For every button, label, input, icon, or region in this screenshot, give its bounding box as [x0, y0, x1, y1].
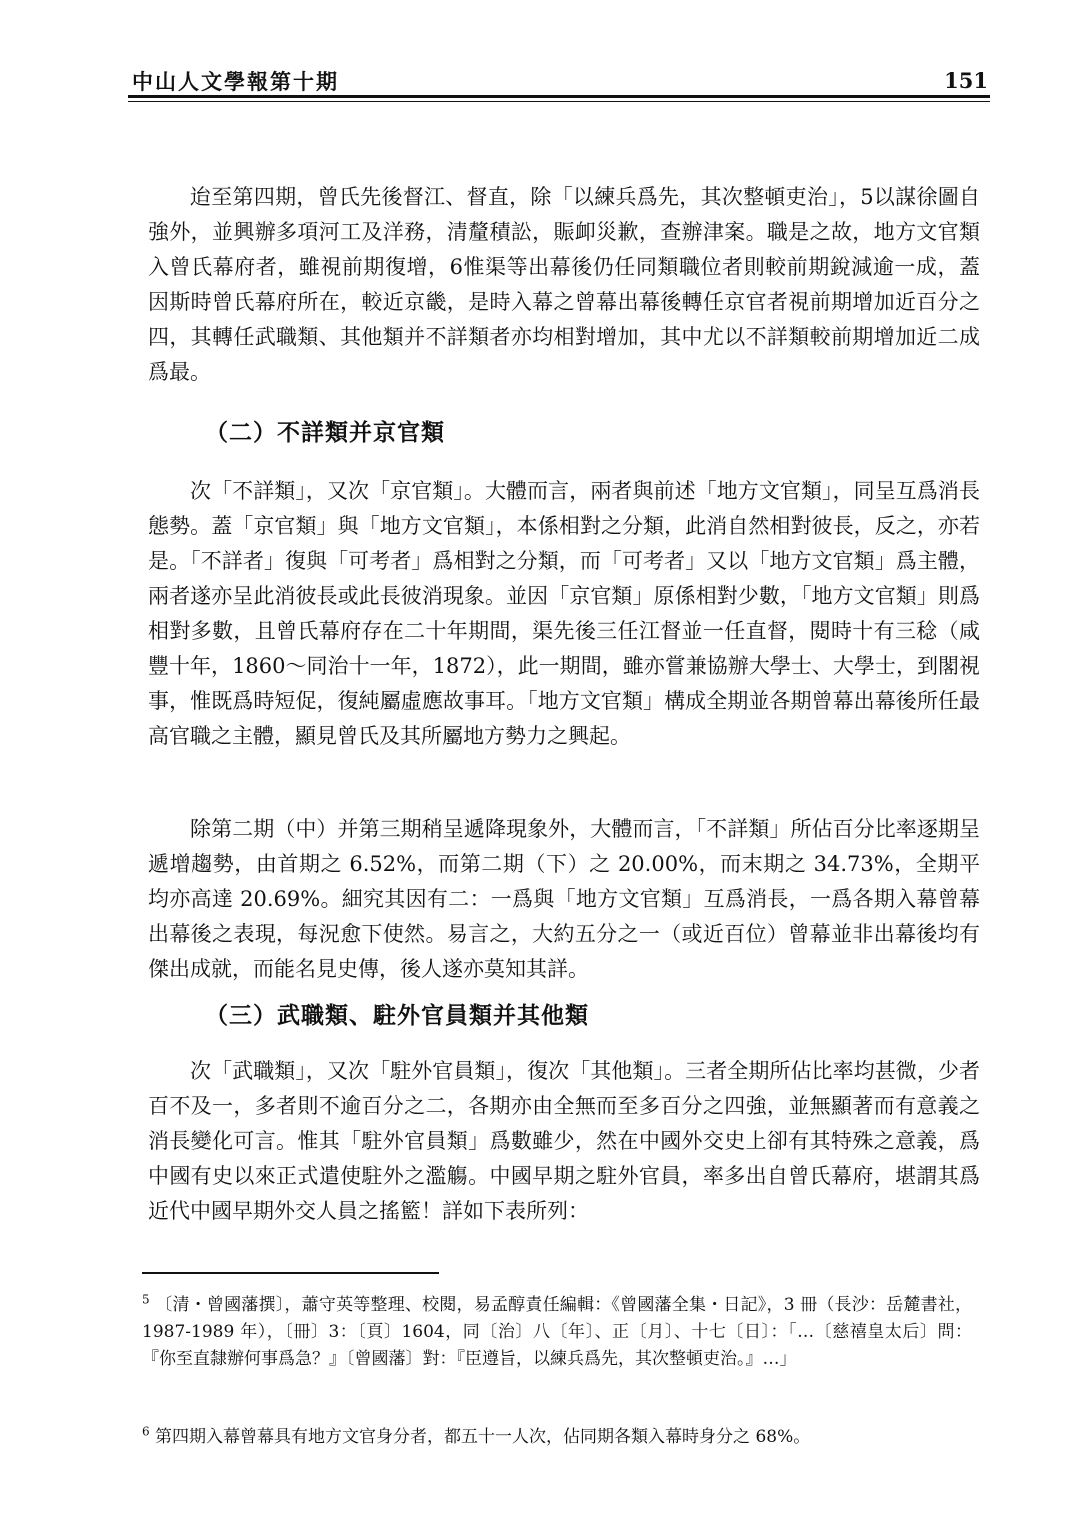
paragraph-military-diplomatic: 次「武職類」，又次「駐外官員類」，復次「其他類」。三者全期所佔比率均甚微，少者百不及一，多者則不逾百分之二，各期亦由全無而至多百分之四強，並無顯著而有意義之消長變化可言。惟其「駐外官員類」爲數雖少，然在中國外交史上卻有其特殊之意義，爲中國有史以來正式遣使駐外之濫觴。中國早期之駐外官員，率多出自曾氏幕府，堪謂其爲近代中國早期外交人員之搖籃！詳如下表所列：	[148, 1059, 980, 1223]
paragraph-unknown-and-capital: 次「不詳類」，又次「京官類」。大體而言，兩者與前述「地方文官類」，同呈互爲消長態勢。蓋「京官類」與「地方文官類」，本係相對之分類，此消自然相對彼長，反之，亦若是。「不詳者」復與「可考者」爲相對之分類，而「可考者」又以「地方文官類」爲主體，兩者遂亦呈此消彼長或此長彼消現象。並因「京官類」原係相對少數，「地方文官類」則爲相對多數，且曾氏幕府存在二十年期間，渠先後三任江督並一任直督，閱時十有三稔（咸豐十年，1860～同治十一年，1872），此一期間，雖亦嘗兼協辦大學士、大學士，到閣視事，惟既爲時短促，復純屬虛應故事耳。「地方文官類」構成全期並各期曾幕出幕後所任最高官職之主體，顯見曾氏及其所屬地方勢力之興起。	[148, 479, 980, 748]
footnote-separator	[142, 1272, 439, 1274]
paragraph-unknown-trend: 除第二期（中）并第三期稍呈遞降現象外，大體而言，「不詳類」所佔百分比率逐期呈遞增趨勢，由首期之 6.52%，而第二期（下）之 20.00%，而末期之 34.73%，全期平均亦高達 20.69%。細究其因有二：一爲與「地方文官類」互爲消長，一爲各期入幕曾幕出幕後之表現，每況愈下使然。易言之，大約五分之一（或近百位）曾幕並非出幕後均有傑出成就，而能名見史傳，後人遂亦莫知其詳。	[148, 817, 980, 981]
header-rule-thick	[128, 95, 990, 98]
footnote-6-text: 第四期入幕曾幕具有地方文官身分者，都五十一人次，佔同期各類入幕時身分之 68%。	[155, 1427, 811, 1447]
paragraph-period-four: 迨至第四期，曾氏先後督江、督直，除「以練兵爲先，其次整頓吏治」，5以謀徐圖自強外，並興辦多項河工及洋務，清釐積訟，賑卹災歉，查辦津案。職是之故，地方文官類入曾氏幕府者，雖視前期復增，6惟渠等出幕後仍任同類職位者則較前期銳減逾一成，蓋因斯時曾氏幕府所在，較近京畿，是時入幕之曾幕出幕後轉任京官者視前期增加近百分之四，其轉任武職類、其他類并不詳類者亦均相對增加，其中尤以不詳類較前期增加近二成爲最。	[148, 185, 980, 384]
footnote-6-marker: 6	[142, 1424, 150, 1439]
header-rule-thin	[128, 101, 990, 102]
footnote-5-marker: 5	[142, 1292, 150, 1307]
journal-title: 中山人文學報第十期	[132, 70, 339, 94]
page-number: 151	[944, 68, 988, 93]
footnote-5	[142, 1292, 972, 1373]
footnote-6	[142, 1424, 972, 1451]
section-heading-2: （二）不詳類并京官類	[205, 420, 445, 446]
running-header	[128, 62, 990, 102]
section-heading-3: （三）武職類、駐外官員類并其他類	[205, 1003, 589, 1029]
footnote-5-text: 〔清・曾國藩撰〕，蕭守英等整理、校閱，易孟醇責任編輯：《曾國藩全集・日記》，3 冊（長沙：岳麓書社，1987-1989 年），〔冊〕3：〔頁〕1604，同〔治〕八〔年〕、正〔月〕、十七〔日〕：「…〔慈禧皇太后〕問：『你至直隸辦何事爲急？』〔曾國藩〕對：『臣遵旨，以練兵爲先，其次整頓吏治。』…」	[142, 1295, 973, 1369]
